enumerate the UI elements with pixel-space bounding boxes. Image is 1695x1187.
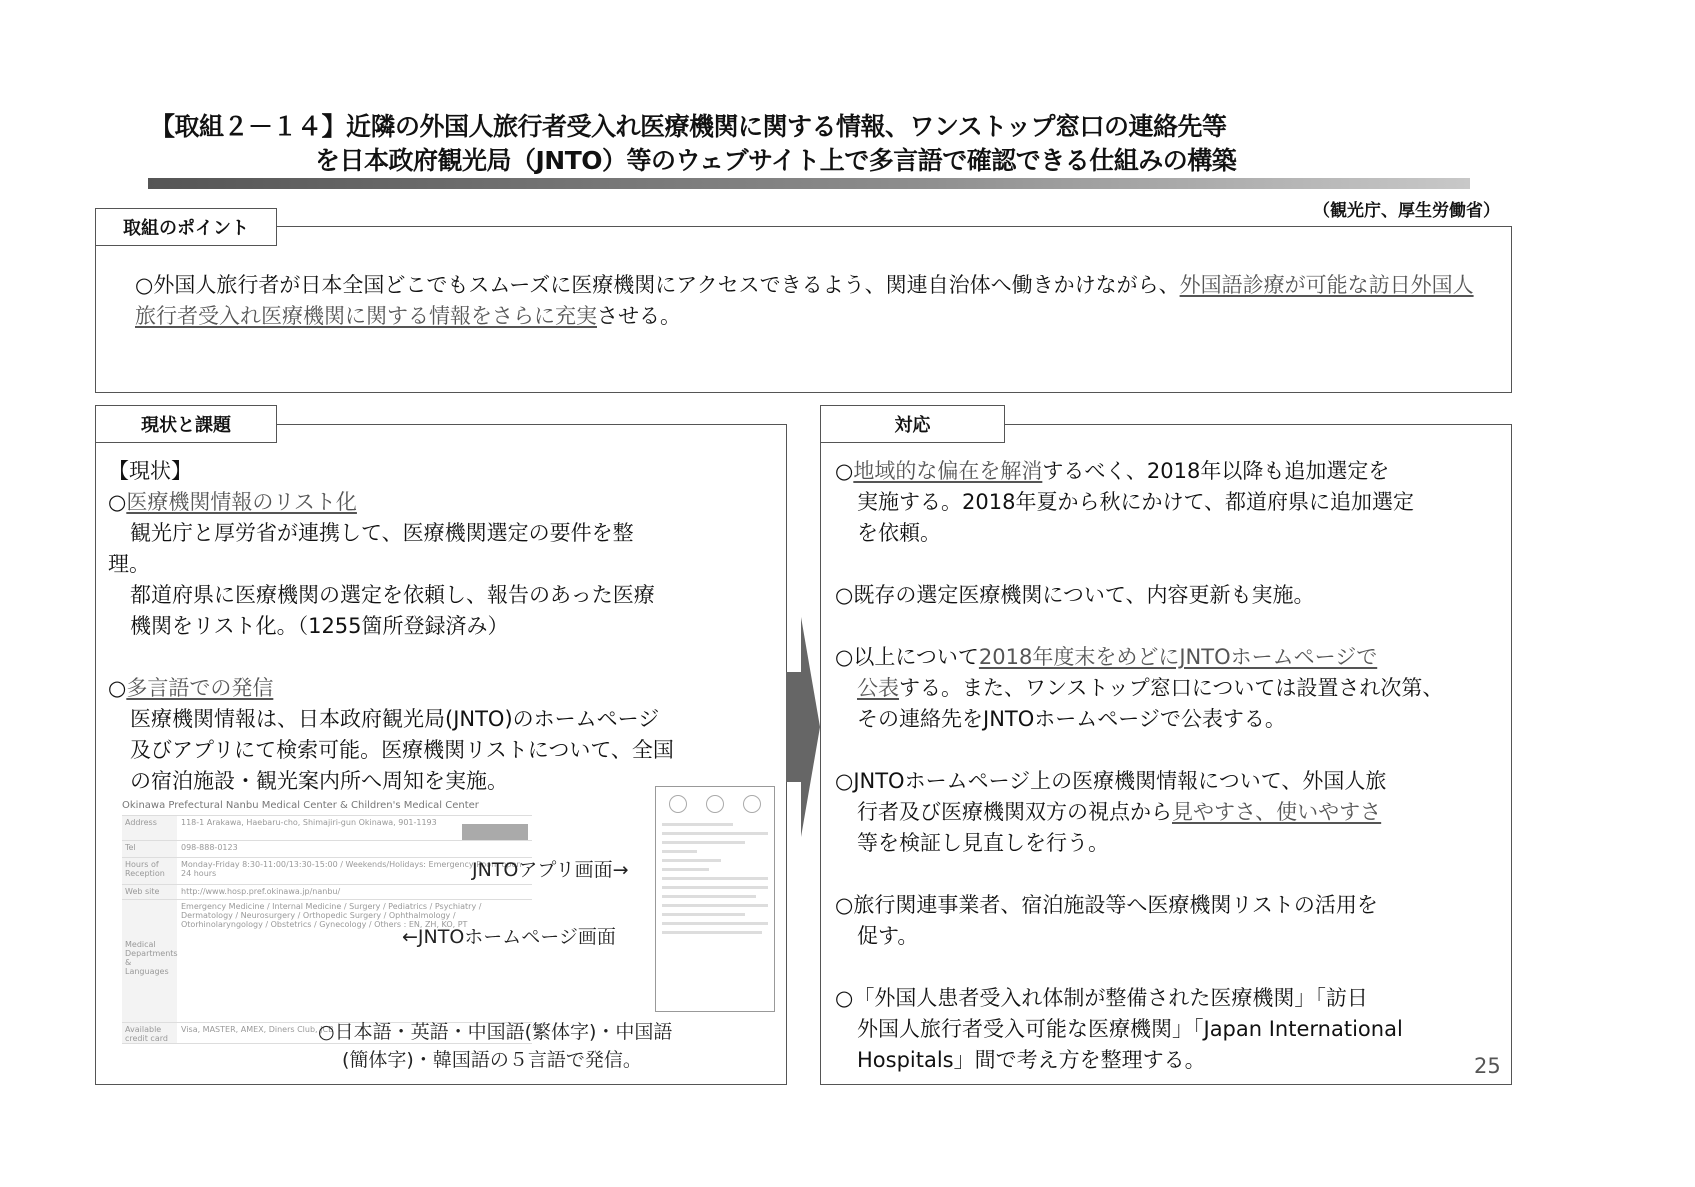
app-text-placeholder	[662, 841, 745, 844]
point-text-plain: ○外国人旅行者が日本全国どこでもスムーズに医療機関にアクセスできるよう、関連自治体へ働きかけながら、	[135, 273, 1180, 297]
bullet-circle-icon: ○	[108, 490, 127, 514]
point-tab: 取組のポイント	[95, 208, 277, 246]
page-title	[150, 110, 1410, 178]
app-text-placeholder	[662, 904, 768, 907]
response-text-line: Hospitals」間で考え方を整理する。	[857, 1048, 1206, 1072]
title-gradient-bar	[148, 178, 1470, 189]
item1-title: 医療機関情報のリスト化	[126, 490, 357, 514]
response-text-line: 促す。	[857, 924, 919, 948]
item1-line1: 観光庁と厚労省が連携して、医療機関選定の要件を整	[130, 521, 634, 545]
app-text-placeholder	[662, 922, 768, 925]
point-box-border	[275, 226, 1512, 227]
response-text-line: する。また、ワンストップ窓口については設置され次第、	[899, 676, 1444, 700]
item2-line2: 及びアプリにて検索可能。医療機関リストについて、全国	[130, 738, 674, 762]
web-row-value[interactable]: http://www.hosp.pref.okinawa.jp/nanbu/	[181, 887, 341, 896]
open-hours-icon[interactable]	[743, 795, 761, 813]
item1-line3: 都道府県に医療機関の選定を依頼し、報告のあった医療	[130, 583, 655, 607]
response-item-1	[835, 456, 1500, 549]
jnto-app-screenshot	[655, 786, 775, 1012]
caption-languages-line2: (簡体字)・韓国語の５言語で発信。	[342, 1049, 642, 1071]
web-row-value: Emergency Medicine / Internal Medicine / Surgery / Pediatrics / Psychiatry / Dermatology / Neurosurgery / Orthopedic Surgery / Ophthalmology / Otorhinolaryngology / Obstetrics / Gynecology / Others : EN, ZH, KO, PT	[181, 902, 482, 929]
caption-app-screen: JNTOアプリ画面→	[472, 859, 629, 881]
web-row-value: 118-1 Arakawa, Haebaru-cho, Shimajiri-gun Okinawa, 901-1193	[181, 818, 437, 827]
page-number: 25	[1474, 1054, 1501, 1078]
item1-line2: 理。	[108, 552, 150, 576]
app-text-placeholder	[662, 895, 756, 898]
response-text-line: 等を検証し見直しを行う。	[857, 831, 1109, 855]
response-item-3	[835, 642, 1500, 735]
response-underlined: 2018年度末をめどにJNTOホームページで	[978, 645, 1378, 669]
map-button[interactable]	[462, 824, 528, 840]
current-status-text	[108, 456, 778, 797]
response-underlined: 公表	[857, 676, 899, 700]
current-status-tab: 現状と課題	[95, 405, 277, 443]
response-text-line: JNTOホームページ上の医療機関情報について、外国人旅	[853, 769, 1387, 793]
ministries-label: （観光庁、厚生労働省）	[1313, 201, 1500, 221]
title-line-2: を日本政府観光局（JNTO）等のウェブサイト上で多言語で確認できる仕組みの構築	[315, 146, 1237, 175]
app-text-placeholder	[662, 823, 733, 826]
web-row-key: Available credit card	[122, 1023, 177, 1043]
current-status-border	[275, 424, 787, 425]
response-text-line: を依頼。	[857, 521, 941, 545]
web-row-key: Web site	[122, 885, 177, 899]
web-row	[122, 885, 532, 900]
web-row	[122, 858, 532, 885]
bullet-circle-icon: ○	[835, 645, 854, 669]
web-row-value: 098-888-0123	[181, 843, 238, 852]
web-row-key: Address	[122, 816, 177, 840]
web-row-value: Visa, MASTER, AMEX, Diners Club, JCB	[181, 1025, 334, 1034]
response-text-line: 「外国人患者受入れ体制が整備された医療機関」「訪日	[853, 986, 1368, 1010]
bullet-circle-icon: ○	[835, 986, 854, 1010]
response-item-6	[835, 983, 1500, 1076]
response-tab: 対応	[820, 405, 1005, 443]
current-heading: 【現状】	[108, 459, 192, 483]
response-text-line: 実施する。2018年夏から秋にかけて、都道府県に追加選定	[857, 490, 1415, 514]
bullet-circle-icon: ○	[108, 676, 127, 700]
response-item-4	[835, 766, 1500, 859]
response-text	[835, 456, 1500, 1107]
item2-heading	[108, 673, 778, 704]
web-row-value: Monday-Friday 8:30-11:00/13:30-15:00 / Weekends/Holidays: Emergency Room open 24 hours	[181, 860, 522, 878]
web-row-key: Tel	[122, 841, 177, 857]
app-text-placeholder	[662, 877, 768, 880]
response-underlined: 見やすさ、使いやすさ	[1172, 800, 1382, 824]
point-text-tail: させる。	[597, 304, 681, 328]
response-item-2	[835, 580, 1500, 611]
web-hospital-title: Okinawa Prefectural Nanbu Medical Center & Children's Medical Center	[122, 800, 479, 811]
caption-languages	[318, 1018, 672, 1074]
app-icon-row	[656, 787, 774, 817]
bullet-circle-icon: ○	[835, 583, 854, 607]
response-text-line: 外国人旅行者受入可能な医療機関」「Japan International	[857, 1017, 1403, 1041]
point-text-underlined: 外国語診療が可能な訪日外国人旅行者受入れ医療機関に関する情報をさらに充実	[135, 273, 1474, 328]
app-text-placeholder	[662, 850, 697, 853]
item2-title: 多言語での発信	[126, 676, 274, 700]
point-text	[135, 270, 1475, 332]
response-text-line: 以上について	[853, 645, 979, 669]
item1-line4: 機関をリスト化。（1255箇所登録済み）	[130, 614, 509, 638]
right-arrow-icon	[786, 617, 820, 837]
app-text-placeholder	[662, 832, 768, 835]
response-text-line: 行者及び医療機関双方の視点から	[857, 800, 1172, 824]
response-text-line: するべく、2018年以降も追加選定を	[1042, 459, 1390, 483]
app-text-placeholder	[662, 868, 709, 871]
response-underlined: 地域的な偏在を解消	[853, 459, 1043, 483]
response-text-line: その連絡先をJNTOホームページで公表する。	[857, 707, 1286, 731]
app-text-placeholder	[662, 859, 721, 862]
item1-heading	[108, 487, 778, 518]
web-row-key: Medical Departments & Languages	[122, 900, 177, 1022]
response-item-5	[835, 890, 1500, 952]
web-row-key: Hours of Reception	[122, 858, 177, 884]
response-text-line: 旅行関連事業者、宿泊施設等へ医療機関リストの活用を	[853, 893, 1378, 917]
web-row	[122, 900, 532, 1023]
caption-languages-line1: ○日本語・英語・中国語(繁体字)・中国語	[318, 1021, 673, 1043]
app-text-placeholder	[662, 886, 768, 889]
app-text-placeholder	[662, 913, 745, 916]
map-icon[interactable]	[669, 795, 687, 813]
caption-homepage-screen: ←JNTOホームページ画面	[402, 926, 616, 948]
item2-line3: の宿泊施設・観光案内所へ周知を実施。	[130, 769, 508, 793]
route-icon[interactable]	[706, 795, 724, 813]
web-row	[122, 841, 532, 858]
bullet-circle-icon: ○	[835, 893, 854, 917]
bullet-circle-icon: ○	[835, 769, 854, 793]
title-line-1: 【取組２－１４】近隣の外国人旅行者受入れ医療機関に関する情報、ワンストップ窓口の連絡先等	[150, 112, 1227, 141]
app-text-placeholder	[662, 931, 762, 934]
item2-line1: 医療機関情報は、日本政府観光局(JNTO)のホームページ	[130, 707, 660, 731]
response-border	[1003, 424, 1512, 425]
response-text-line: 既存の選定医療機関について、内容更新も実施。	[853, 583, 1315, 607]
bullet-circle-icon: ○	[835, 459, 854, 483]
